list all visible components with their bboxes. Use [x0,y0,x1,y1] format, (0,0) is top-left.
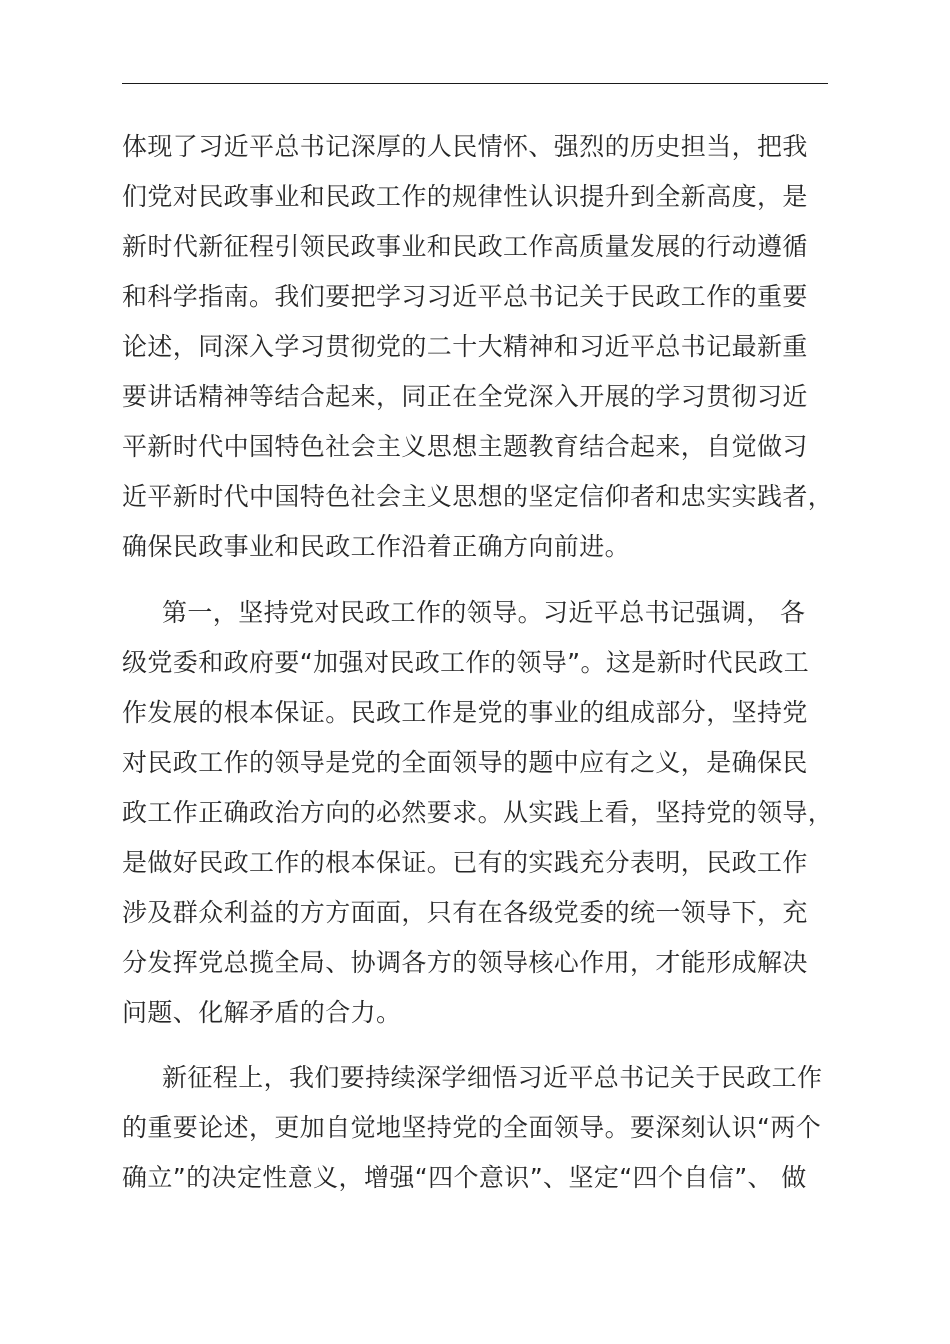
text-line: 的重要论述，更加自觉地坚持党的全面领导。要深刻认识“两个 [122,1113,822,1142]
text-line: 确立”的决定性意义，增强“四个意识”、坚定“四个自信”、 做 [122,1163,807,1192]
text-line: 新时代新征程引领民政事业和民政工作高质量发展的行动遵循 [122,232,808,261]
text-line: 近平新时代中国特色社会主义思想的坚定信仰者和忠实实践者， [122,482,834,511]
paragraph-2 [122,588,834,1038]
text-line: 确保民政事业和民政工作沿着正确方向前进。 [122,532,631,561]
text-line: 新征程上，我们要持续深学细悟习近平总书记关于民政工作 [162,1063,823,1092]
paragraph-3 [122,1053,834,1203]
text-line: 们党对民政事业和民政工作的规律性认识提升到全新高度，是 [122,182,808,211]
paragraph-1 [122,122,834,572]
text-line: 平新时代中国特色社会主义思想主题教育结合起来，自觉做习 [122,432,808,461]
text-line: 作发展的根本保证。民政工作是党的事业的组成部分，坚持党 [122,698,808,727]
text-line: 要讲话精神等结合起来，同正在全党深入开展的学习贯彻习近 [122,382,808,411]
text-line: 对民政工作的领导是党的全面领导的题中应有之义，是确保民 [122,748,808,777]
text-line: 政工作正确政治方向的必然要求。从实践上看，坚持党的领导， [122,798,834,827]
text-line: 体现了习近平总书记深厚的人民情怀、强烈的历史担当，把我 [122,132,808,161]
text-line: 和科学指南。我们要把学习习近平总书记关于民政工作的重要 [122,282,808,311]
header-rule [122,83,828,84]
text-line: 第一，坚持党对民政工作的领导。习近平总书记强调， 各 [162,598,806,627]
text-line: 分发挥党总揽全局、协调各方的领导核心作用，才能形成解决 [122,948,808,977]
text-line: 问题、化解矛盾的合力。 [122,998,402,1027]
text-line: 级党委和政府要“加强对民政工作的领导”。这是新时代民政工 [122,648,810,677]
text-line: 涉及群众利益的方方面面，只有在各级党委的统一领导下，充 [122,898,808,927]
text-line: 是做好民政工作的根本保证。已有的实践充分表明，民政工作 [122,848,808,877]
text-line: 论述，同深入学习贯彻党的二十大精神和习近平总书记最新重 [122,332,808,361]
